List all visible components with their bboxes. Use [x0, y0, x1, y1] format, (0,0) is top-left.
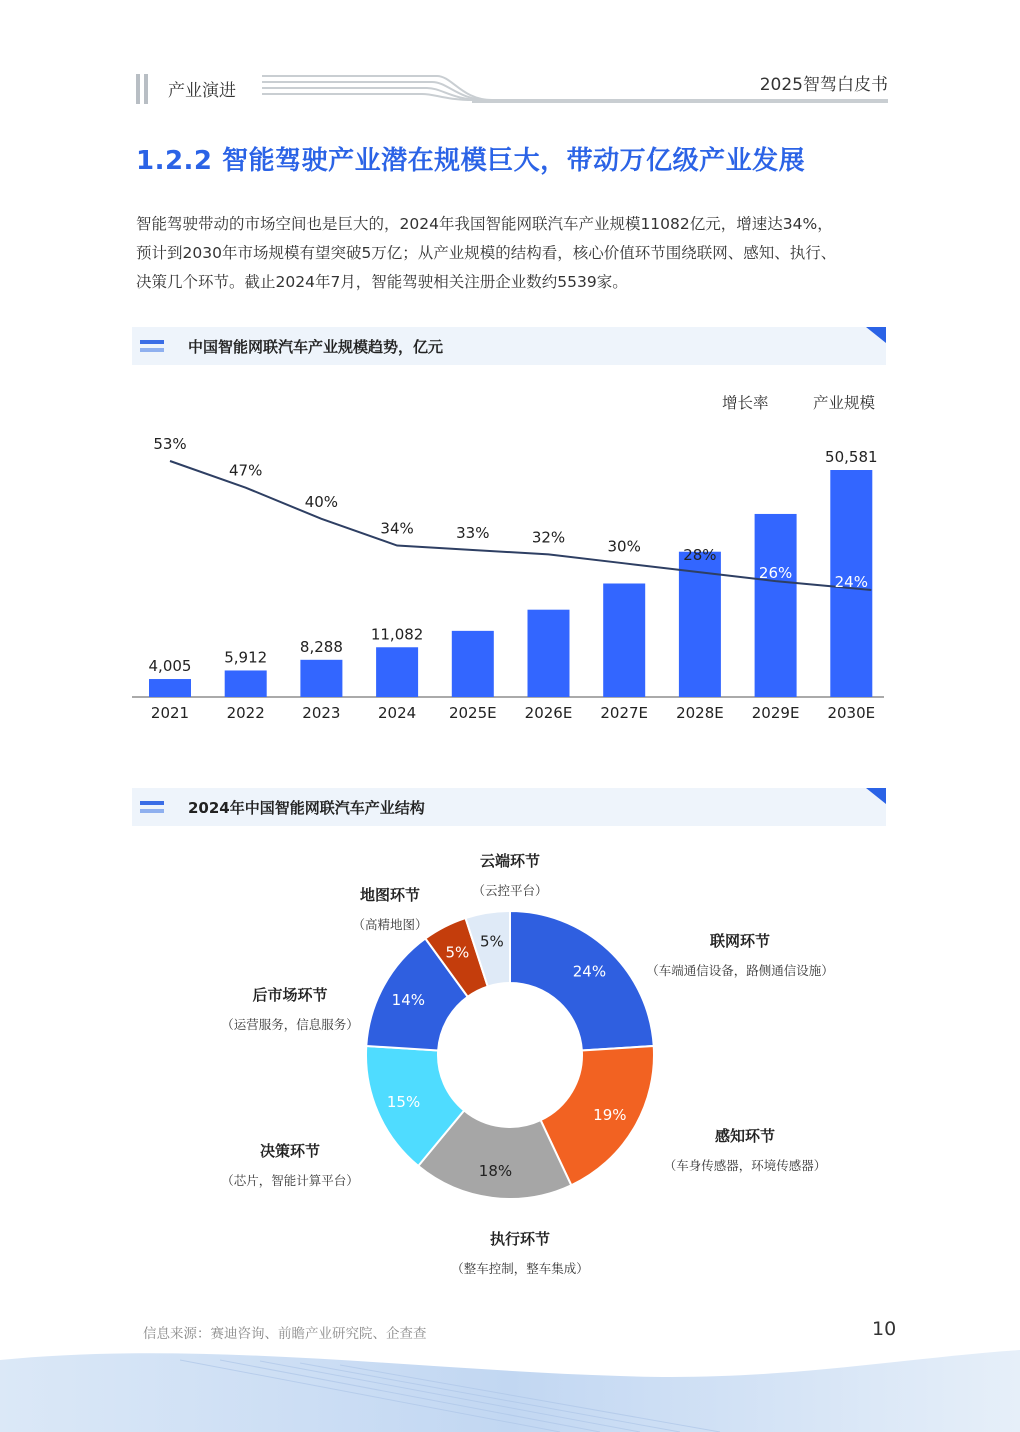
chart1-title: 中国智能网联汽车产业规模趋势，亿元	[188, 338, 444, 356]
growth-rate-label: 34%	[380, 519, 414, 538]
x-tick-label: 2026E	[524, 704, 573, 722]
x-tick-label: 2027E	[600, 704, 649, 722]
donut-slice-label: 18%	[478, 1162, 513, 1181]
label-execution: 执行环节 （整车控制，整车集成）	[451, 1230, 589, 1276]
label-decision: 决策环节 （芯片，智能计算平台）	[221, 1142, 359, 1188]
bar-value-label: 50,581	[825, 448, 878, 466]
donut-slice-label: 15%	[386, 1093, 421, 1112]
x-tick-label: 2029E	[751, 704, 800, 722]
growth-rate-label: 53%	[153, 435, 187, 453]
x-tick-label: 2021	[150, 704, 190, 722]
label-map: 地图环节 （高精地图）	[352, 886, 428, 932]
bar-value-label: 5,912	[224, 648, 268, 667]
chart2-title: 2024年中国智能网联汽车产业结构	[188, 799, 425, 817]
growth-rate-label: 47%	[229, 461, 263, 480]
footer-wave-decoration	[0, 1330, 1020, 1432]
growth-rate-label: 40%	[304, 492, 339, 511]
growth-rate-label: 33%	[456, 523, 490, 542]
donut-slice-label: 19%	[593, 1106, 627, 1125]
bar-value-label: 8,288	[299, 637, 343, 656]
label-aftermarket: 后市场环节 （运营服务，信息服务）	[221, 986, 359, 1032]
x-tick-label: 2030E	[827, 704, 876, 722]
intro-line-2: 预计到2030年市场规模有望突破5万亿；从产业规模的结构看，核心价值环节围绕联网、感知、执行、	[136, 244, 837, 262]
growth-rate-label: 32%	[531, 528, 566, 547]
donut-slice-label: 24%	[572, 962, 607, 981]
bar-value-label: 11,082	[370, 625, 424, 644]
bar-value-label: 4,005	[148, 657, 192, 676]
x-tick-label: 2022	[226, 704, 265, 722]
x-tick-label: 2028E	[676, 704, 724, 722]
legend-scale: 产业规模	[813, 394, 876, 412]
intro-line-1: 智能驾驶带动的市场空间也是巨大的，2024年我国智能网联汽车产业规模11082亿元，增速达34%，	[136, 215, 833, 233]
growth-rate-label: 28%	[683, 546, 717, 565]
label-cloud: 云端环节 （云控平台）	[472, 852, 548, 898]
growth-rate-label: 26%	[758, 564, 793, 583]
x-tick-label: 2024	[378, 704, 417, 722]
donut-slice-label: 5%	[479, 932, 504, 951]
donut-slice-label: 14%	[391, 991, 426, 1010]
donut-slice-0	[510, 911, 654, 1050]
donut-slice-label: 5%	[445, 943, 470, 962]
growth-rate-label: 24%	[834, 573, 868, 591]
growth-rate-label: 30%	[607, 537, 641, 556]
label-perception: 感知环节 （车身传感器，环境传感器）	[663, 1127, 827, 1173]
x-tick-label: 2023	[302, 704, 341, 722]
section-heading: 1.2.2 智能驾驶产业潜在规模巨大，带动万亿级产业发展	[136, 146, 806, 176]
label-network: 联网环节 （车端通信设备，路侧通信设施）	[646, 932, 834, 978]
header-doc-title: 2025智驾白皮书	[759, 75, 888, 95]
legend-growth: 增长率	[722, 394, 769, 412]
intro-line-3: 决策几个环节。截止2024年7月，智能驾驶相关注册企业数约5539家。	[136, 273, 628, 291]
page-number: 10	[872, 1318, 897, 1340]
header-section: 产业演进	[168, 81, 236, 101]
source-note: 信息来源：赛迪咨询、前瞻产业研究院、企查查	[143, 1326, 427, 1342]
x-tick-label: 2025E	[448, 704, 497, 722]
